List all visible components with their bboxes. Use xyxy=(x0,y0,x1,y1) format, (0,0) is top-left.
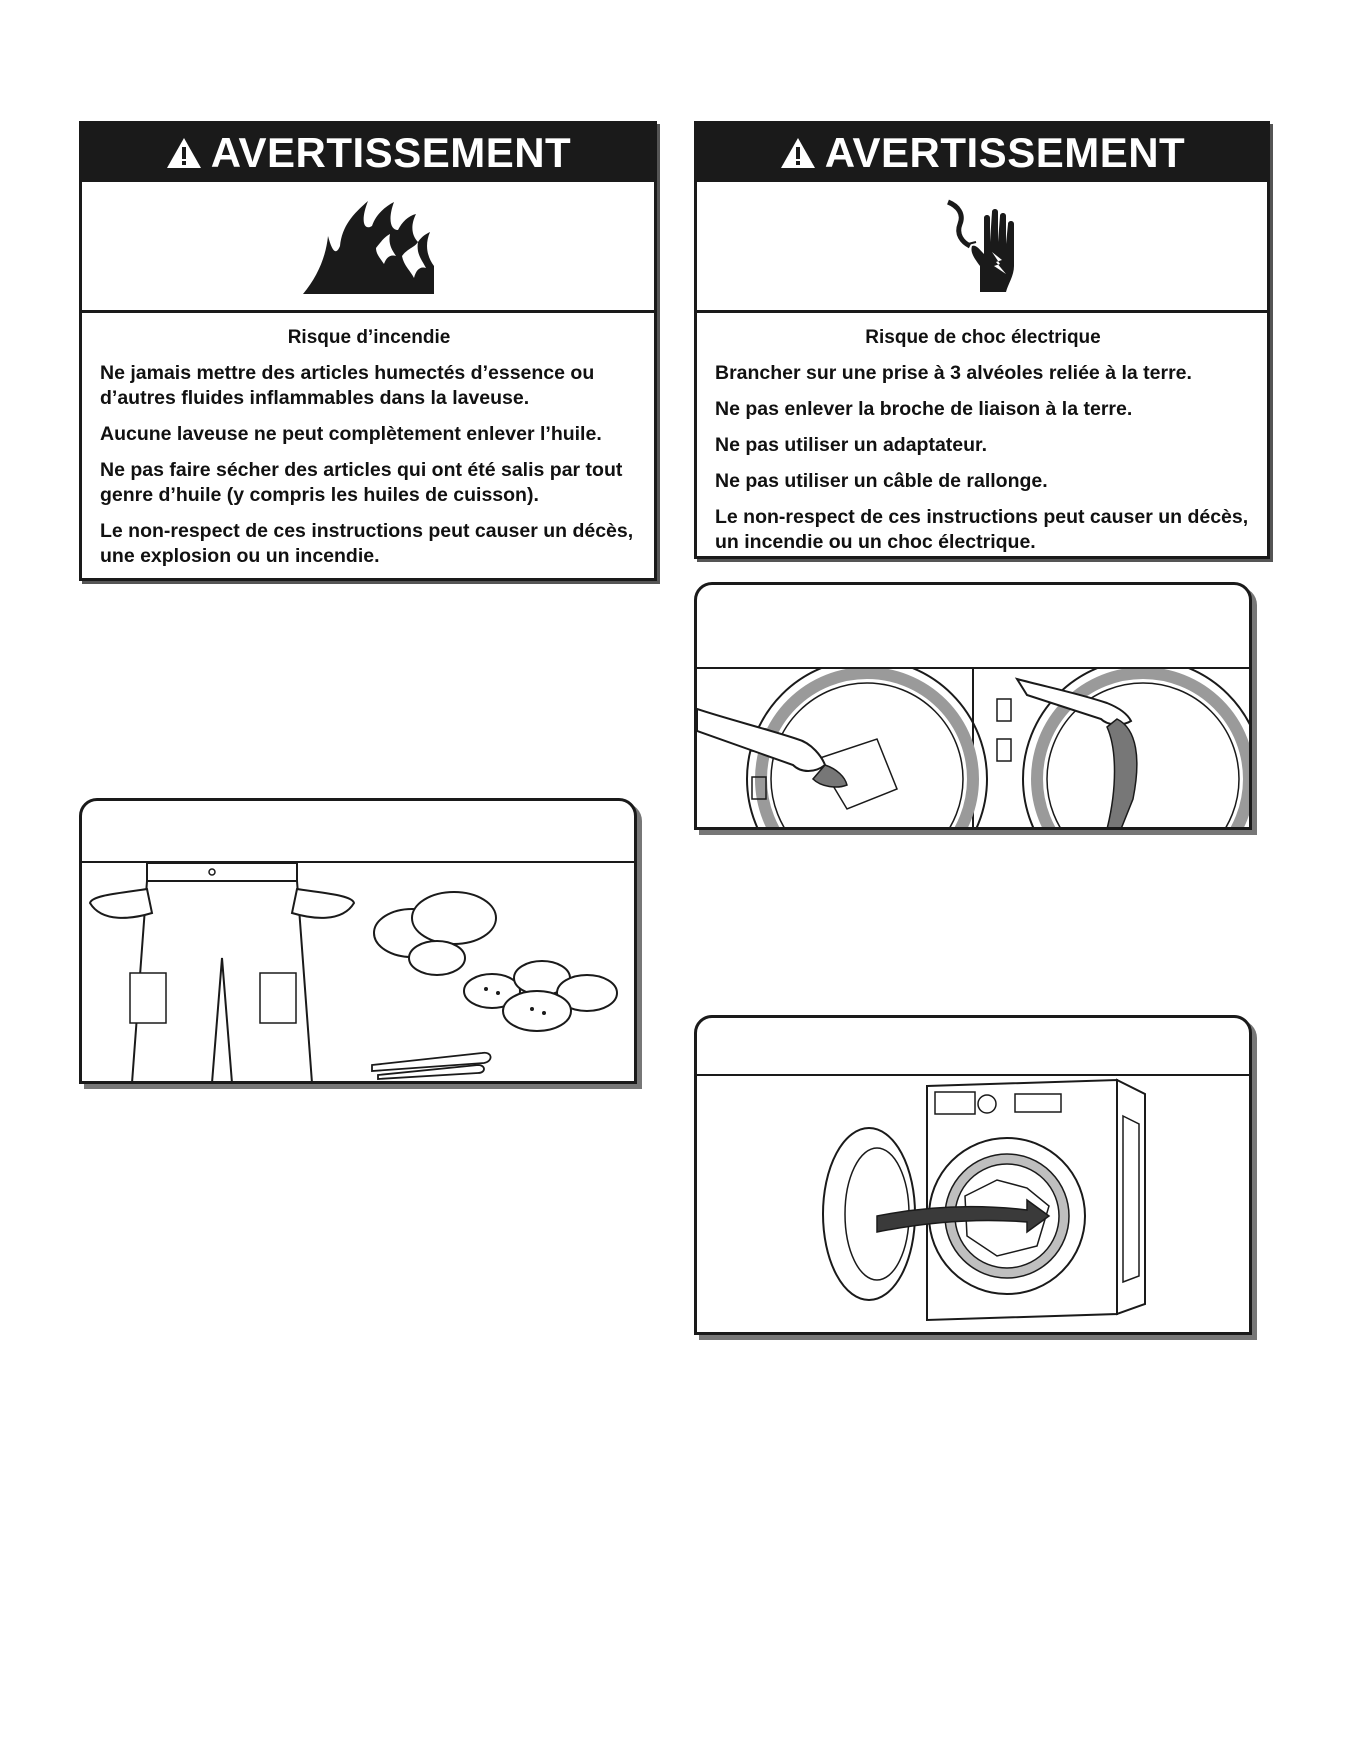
shock-warning-line: Le non-respect de ces instructions peut causer un décès, un incendie ou un choc électrique. xyxy=(715,506,1249,553)
gasket-cleaning-illustration xyxy=(697,669,1249,829)
pants-with-empty-pockets-icon xyxy=(90,863,354,1083)
panel-header xyxy=(697,585,1249,669)
shock-warning-line: Ne pas utiliser un câble de rallonge. xyxy=(715,470,1048,492)
shock-warning-line: Ne pas enlever la broche de liaison à la terre. xyxy=(715,398,1133,420)
fire-warning-header xyxy=(82,124,654,182)
fire-pictogram xyxy=(82,182,654,313)
panel-header xyxy=(697,1018,1249,1076)
fire-warning-line: Ne pas faire sécher des articles qui ont été salis par tout genre d’huile (y compris les huiles de cuisson). xyxy=(100,459,623,506)
coins-icon xyxy=(374,892,496,975)
shock-warning-line: Ne pas utiliser un adaptateur. xyxy=(715,434,987,456)
shock-warning-line: Brancher sur une prise à 3 alvéoles reliée à la terre. xyxy=(715,362,1192,384)
electric-shock-hand-icon xyxy=(942,196,1022,296)
shock-pictogram xyxy=(697,182,1267,313)
fire-warning-box xyxy=(79,121,657,581)
fire-warning-line: Aucune laveuse ne peut complètement enlever l’huile. xyxy=(100,423,602,445)
shock-warning-subtitle: Risque de choc électrique xyxy=(865,327,1101,348)
front-load-washer-icon xyxy=(927,1080,1145,1320)
warning-triangle-icon xyxy=(165,136,203,170)
safety-pins-icon xyxy=(372,1053,491,1079)
fire-warning-subtitle: Risque d’incendie xyxy=(287,327,451,348)
warning-triangle-icon xyxy=(779,136,817,170)
loading-illustration-panel xyxy=(694,1015,1252,1335)
shock-warning-title: AVERTISSEMENT xyxy=(824,129,1186,176)
buttons-icon xyxy=(464,961,617,1031)
fire-warning-line: Le non-respect de ces instructions peut causer un décès, une explosion ou un incendie. xyxy=(100,520,634,567)
panel-header xyxy=(82,801,634,863)
fire-warning-title: AVERTISSEMENT xyxy=(210,129,572,176)
pockets-illustration-panel xyxy=(79,798,637,1084)
shock-warning-header xyxy=(697,124,1267,182)
fire-icon xyxy=(298,196,438,296)
shock-warning-box xyxy=(694,121,1270,559)
loading-washer-illustration xyxy=(697,1076,1249,1334)
fire-warning-line: Ne jamais mettre des articles humectés d’essence ou d’autres fluides inflammables dans la laveuse. xyxy=(100,362,595,409)
gasket-illustration-panel xyxy=(694,582,1252,830)
empty-pockets-illustration xyxy=(82,863,634,1083)
